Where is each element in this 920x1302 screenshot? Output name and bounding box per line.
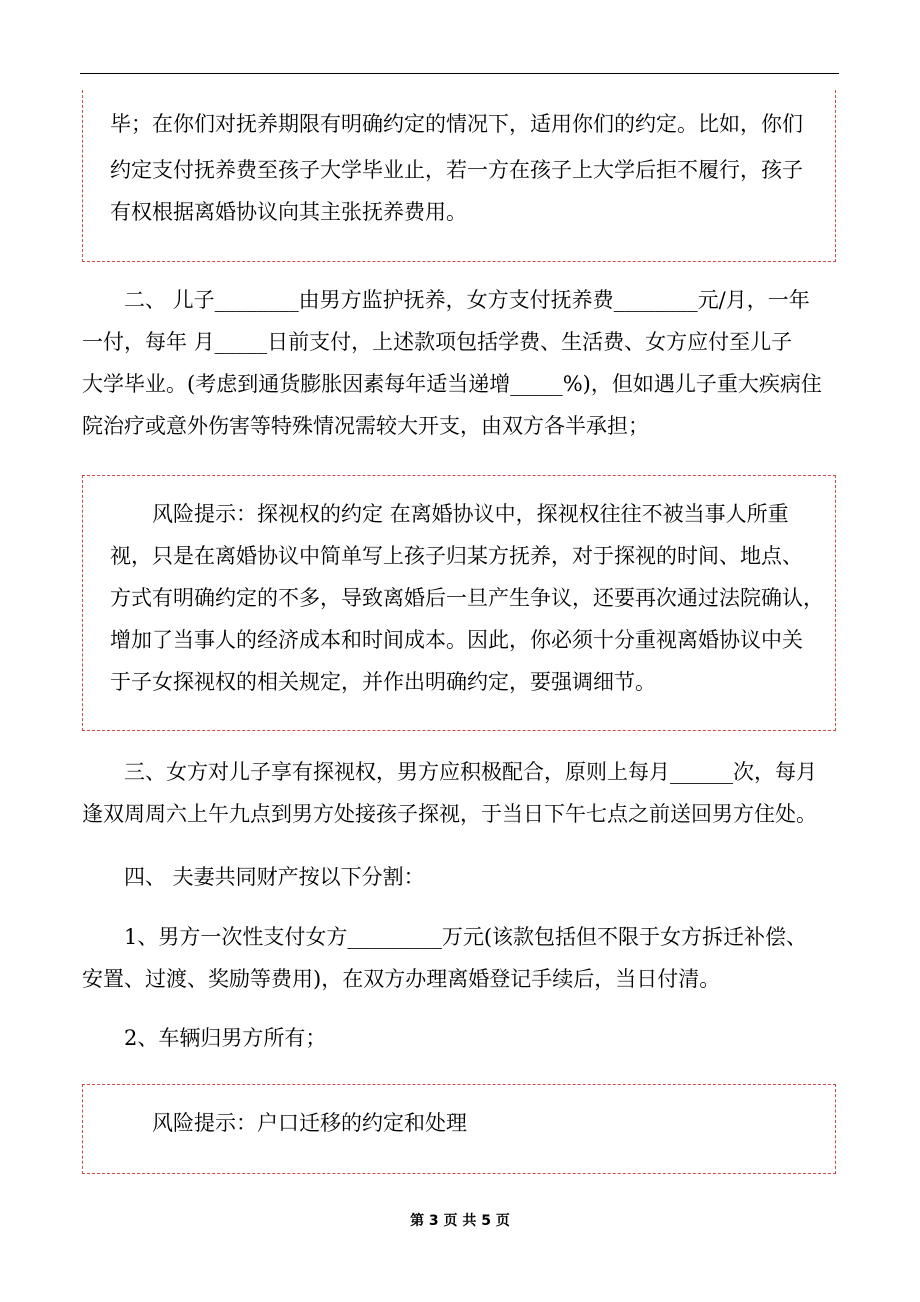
item-1-line-1: 1、男方一次性支付女方_________万元(该款包括但不限于女方拆迁补偿、 — [124, 925, 808, 949]
clause-3-line-1: 三、女方对儿子享有探视权，男方应积极配合，原则上每月______次，每月 — [124, 760, 817, 784]
box1-line-3: 有权根据离婚协议向其主张抚养费用。 — [110, 200, 467, 224]
box2-line-2: 视，只是在离婚协议中简单写上孩子归某方抚养，对于探视的时间、地点、 — [110, 544, 803, 568]
clause-2-line-3: 大学毕业。(考虑到通货膨胀因素每年适当递增_____%)，但如遇儿子重大疾病住 — [82, 372, 822, 396]
clause-3-line-2: 逢双周周六上午九点到男方处接孩子探视，于当日下午七点之前送回男方住处。 — [82, 802, 817, 826]
clause-2-line-2: 一付，每年 月_____日前支付，上述款项包括学费、生活费、女方应付至儿子 — [82, 330, 793, 354]
header-rule — [80, 73, 839, 74]
item-2: 2、车辆归男方所有； — [124, 1026, 327, 1050]
box1-line-2: 约定支付抚养费至孩子大学毕业止，若一方在孩子上大学后拒不履行，孩子 — [110, 158, 803, 182]
box2-line-3: 方式有明确约定的不多，导致离婚后一旦产生争议，还要再次通过法院确认， — [110, 586, 824, 610]
clause-4-heading: 四、 夫妻共同财产按以下分割： — [124, 865, 425, 889]
box2-line-1: 风险提示：探视权的约定 在离婚协议中，探视权往往不被当事人所重 — [152, 502, 789, 526]
box3-line-1: 风险提示：户口迁移的约定和处理 — [152, 1111, 467, 1135]
box2-line-4: 增加了当事人的经济成本和时间成本。因此，你必须十分重视离婚协议中关 — [110, 628, 803, 652]
clause-2-line-1: 二、 儿子________由男方监护抚养，女方支付抚养费________元/月，一年 — [124, 288, 810, 312]
page-number-footer: 第 3 页 共 5 页 — [410, 1213, 510, 1229]
clause-2-line-4: 院治疗或意外伤害等特殊情况需较大开支，由双方各半承担； — [82, 414, 649, 438]
box1-line-1: 毕；在你们对抚养期限有明确约定的情况下，适用你们的约定。比如，你们 — [110, 112, 803, 136]
box2-line-5: 于子女探视权的相关规定，并作出明确约定，要强调细节。 — [110, 670, 656, 694]
item-1-line-2: 安置、过渡、奖励等费用)，在双方办理离婚登记手续后，当日付清。 — [82, 967, 721, 991]
